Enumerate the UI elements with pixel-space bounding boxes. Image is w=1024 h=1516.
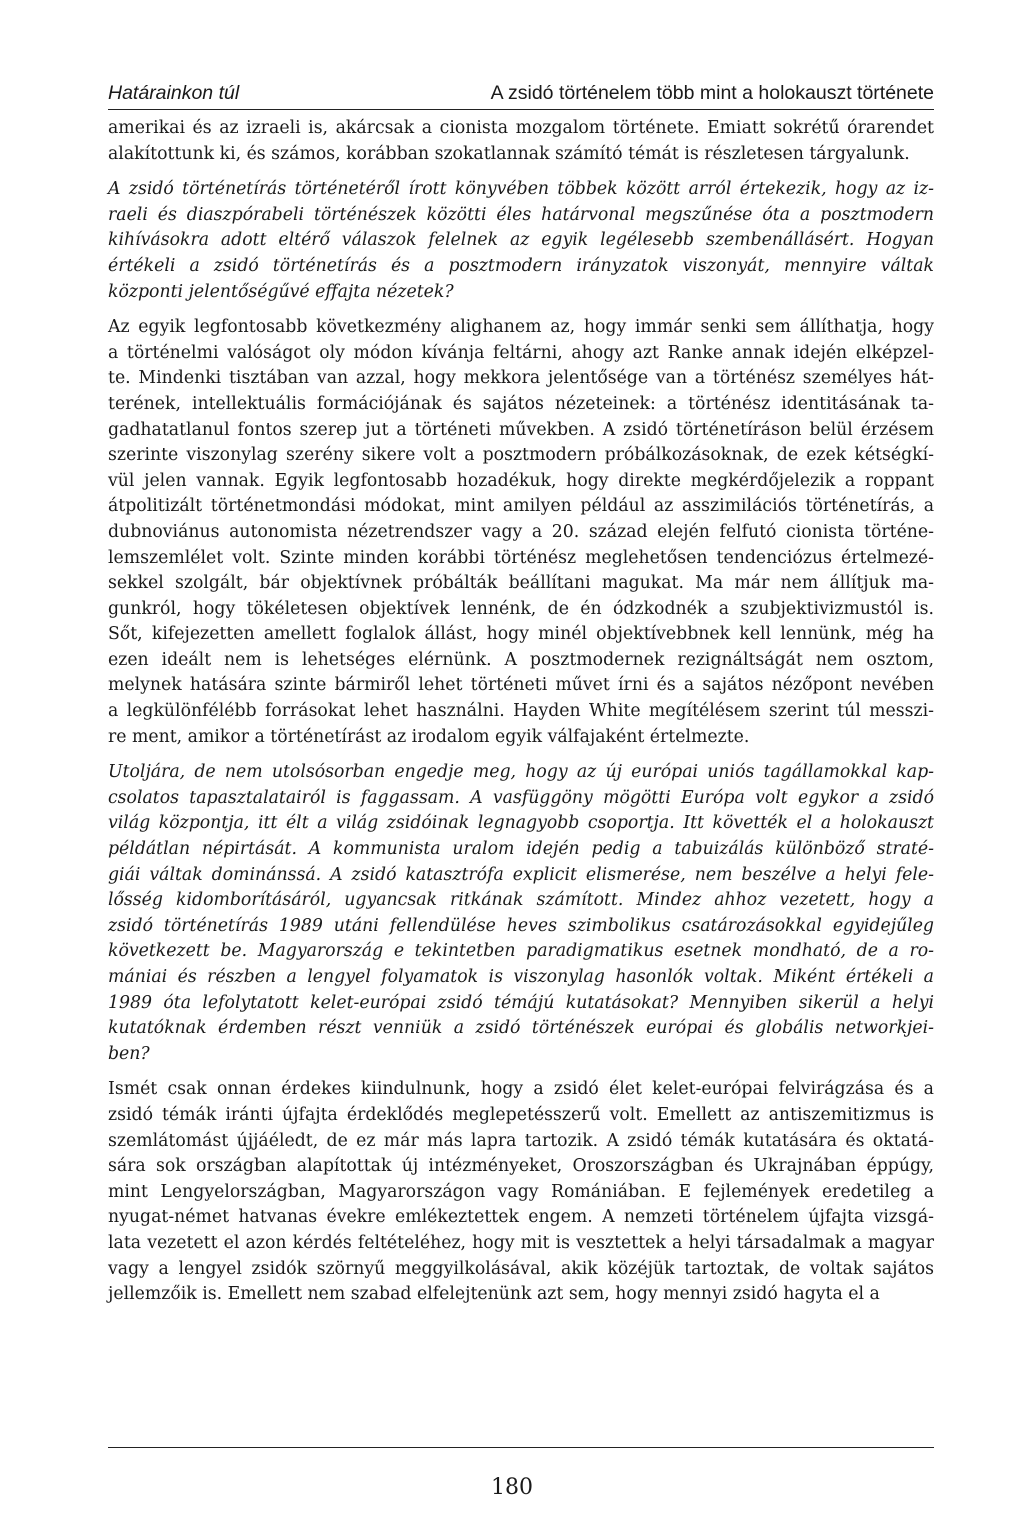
interview-answer [108,116,934,167]
text-line: dubnoviánus autonomista nézetrendszer vagy a 20. század elején felfutó cionista történe- [108,521,934,542]
text-line: következett be. Magyarország e tekintetben paradigmatikus esetnek mondható, de a ro- [108,941,934,962]
text-line: csolatos tapasztalatairól is faggassam. A vasfüggöny mögötti Európa volt egykor a zsidó [108,787,934,808]
interview-question [108,177,934,305]
text-line: Sőt, kifejezetten amellett foglalok állást, hogy minél objektívebbnek kell lennünk, még ha [108,624,934,645]
text-line: sára sok országban alapítottak új intézményeket, Oroszországban és Ukrajnában éppúgy, [108,1156,934,1177]
text-line: szemlátomást újjáéledt, de ez már más lapra tartozik. A zsidó témák kutatására és oktatá- [108,1130,934,1151]
text-line: te. Mindenki tisztában van azzal, hogy mekkora jelentősége van a történész személyes hát- [108,368,934,389]
body-text [108,116,934,1308]
text-line: Az egyik legfontosabb következmény alighanem az, hogy immár senki sem állíthatja, hogy [108,317,934,338]
text-line: vagy a lengyel zsidók szörnyű meggyilkolásával, akik közéjük tartoztak, de voltak sajátos [108,1258,934,1279]
text-line: raeli és diaszpórabeli történészek közötti éles határvonal megszűnése óta a posztmodern [108,204,934,225]
page [108,82,934,1308]
page-number: 180 [491,1475,533,1500]
text-line: világ központja, itt élt a világ zsidóinak legnagyobb csoportja. Itt követték el a holokauszt [108,813,934,834]
text-line: gunkról, hogy tökéletesen objektívek lennénk, de én ódzkodnék a szubjektivizmustól is. [108,598,934,619]
text-line: sekkel szolgált, bár objektívnek próbálták beállítani magukat. Ma már nem állítjuk ma- [108,573,934,594]
text-line: ezen ideált nem is lehetséges elérnünk. A posztmodernek rezignáltságát nem osztom, [108,649,934,670]
interview-answer [108,315,934,750]
text-line: re ment, amikor a történetírást az irodalom egyik válfajaként értelmezte. [108,726,750,747]
text-line: szerinte viszonylag szerény sikere volt a posztmodern próbálkozásoknak, de ezek kétségkí- [108,445,934,466]
running-header [108,82,934,110]
interview-answer [108,1077,934,1307]
text-line: a legkülönfélébb forrásokat lehet használni. Hayden White megítélésem szerint túl messzi- [108,701,934,722]
text-line: lősség kidomborításáról, ugyancsak ritkának számított. Mindez ahhoz vezetett, hogy a [108,890,934,911]
text-line: példátlan népirtását. A kommunista uralom idején pedig a tabuizálás különböző straté- [108,839,934,860]
text-line: 1989 óta lefolytatott kelet-európai zsidó témájú kutatásokat? Mennyiben sikerül a helyi [108,992,934,1013]
text-line: ben? [108,1043,150,1064]
text-line: nyugat-német hatvanas évekre emlékeztettek engem. A nemzeti történelem újfajta vizsgá- [108,1207,934,1228]
text-line: vül jelen vannak. Egyik legfontosabb hozadékuk, hogy direkte megkérdőjelezik a roppant [108,470,934,491]
text-line: mániai és részben a lengyel folyamatok is viszonylag hasonlók voltak. Miként értékeli a [108,967,934,987]
text-line: terének, intellektuális formációjának és sajátos nézeteinek: a történész identitásának ta- [108,393,934,414]
text-line: alakítottunk ki, és számos, korábban szokatlannak számító témát is részletesen tárgyalunk. [108,143,910,164]
text-line: gadhatatlanul fontos szerep jut a történeti művekben. A zsidó történetíráson belül érzésem [108,419,934,440]
text-line: amerikai és az izraeli is, akárcsak a cionista mozgalom története. Emiatt sokrétű órarendet [108,118,934,138]
text-line: melynek hatására szinte bármiről lehet történeti művet írni és a sajátos nézőpont nevében [108,675,934,696]
text-line: központi jelentőségűvé effajta nézetek? [108,281,454,302]
text-line: mint Lengyelországban, Magyarországon vagy Romániában. E fejlemények eredetileg a [108,1181,934,1202]
text-line: kutatóknak érdemben részt venniük a zsidó történészek európai és globális networkjei- [108,1018,934,1039]
text-line: lata vezetett el azon kérdés feltételéhez, hogy mit is vesztettek a helyi társadalmak a magyar [108,1232,934,1253]
text-line: értékeli a zsidó történetírás és a posztmodern irányzatok viszonyát, mennyire váltak [108,255,934,276]
text-line: Utoljára, de nem utolsósorban engedje meg, hogy az új európai uniós tagállamokkal kap- [108,762,934,783]
text-line: lemszemlélet volt. Szinte minden korábbi történész meglehetősen tendenciózus értelmezé- [108,547,934,568]
text-line: A zsidó történetírás történetéről írott könyvében többek között arról értekezik, hogy az iz- [108,179,934,200]
text-line: Ismét csak onnan érdekes kiindulnunk, hogy a zsidó élet kelet-európai felvirágzása és a [108,1079,934,1100]
text-line: giái váltak dominánssá. A zsidó katasztrófa explicit elismerése, nem beszélve a helyi fele- [108,864,934,885]
text-line: zsidó történetírás 1989 utáni fellendülése heves szimbolikus csatározásokkal egyidejűleg [108,915,934,936]
text-line: jellemzőik is. Emellett nem szabad elfelejtenünk azt sem, hogy mennyi zsidó hagyta el a [108,1284,880,1305]
text-line: a történelmi valóságot oly módon kívánja feltárni, ahogy azt Ranke annak idején elképzel- [108,342,934,363]
header-section-title: Határainkon túl [108,82,240,104]
footer-rule [108,1447,934,1448]
interview-question [108,760,934,1067]
text-line: átpolitizált történetmondási módokat, mint amilyen például az asszimilációs történetírás, a [108,496,934,517]
text-line: zsidó témák iránti újfajta érdeklődés meglepetésszerű volt. Emellett az antiszemitizmus is [108,1104,934,1125]
header-article-title: A zsidó történelem több mint a holokauszt története [490,82,934,104]
text-line: kihívásokra adott eltérő válaszok felelnek az egyik legélesebb szembenállásért. Hogyan [108,230,934,251]
